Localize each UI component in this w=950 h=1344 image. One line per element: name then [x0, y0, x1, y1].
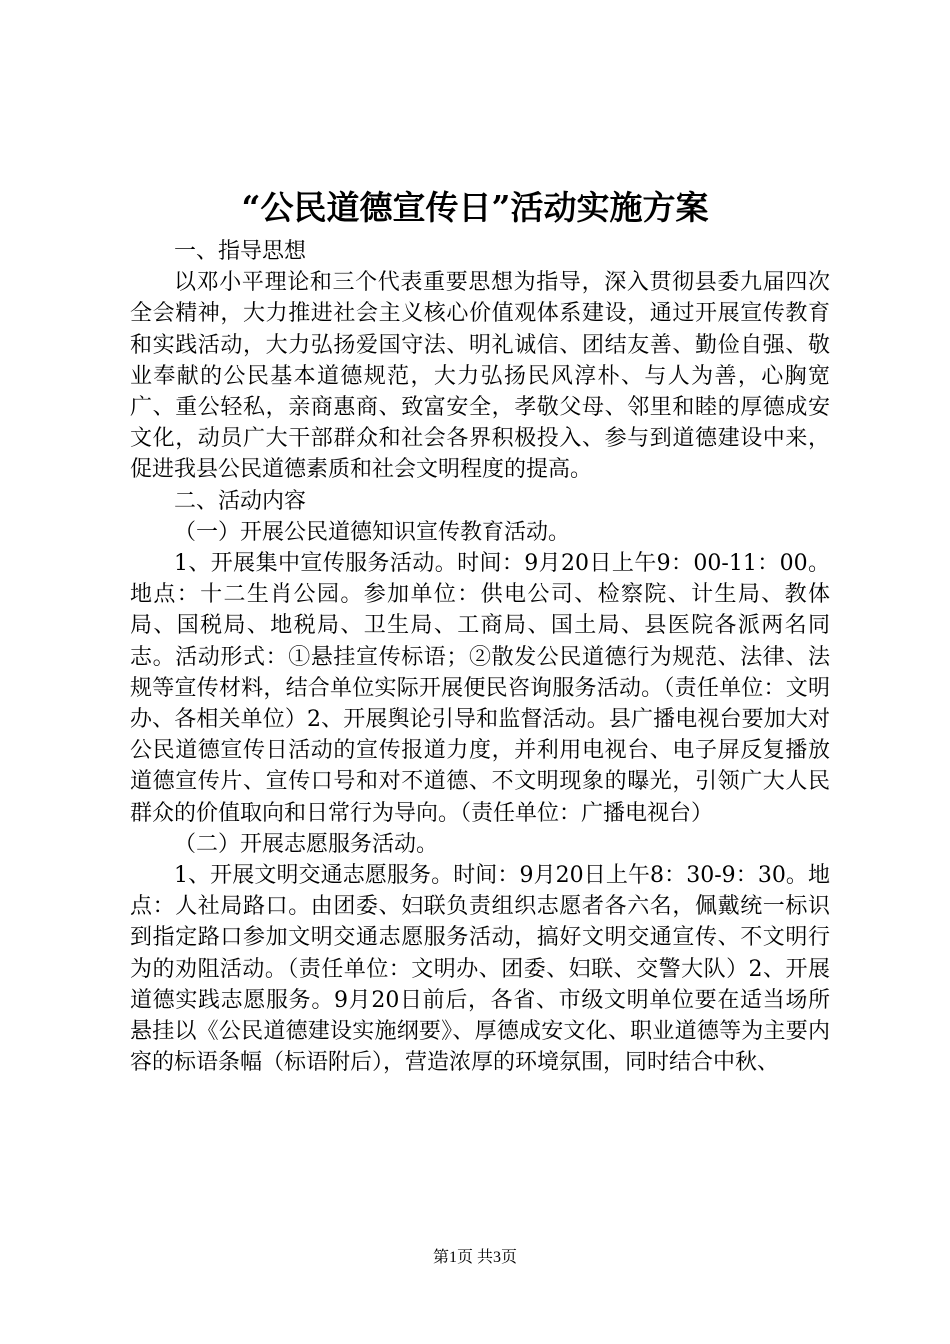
document-body	[130, 236, 830, 1078]
subsection-heading: （一）开展公民道德知识宣传教育活动。	[174, 519, 571, 545]
page-number: 第1页 共3页	[432, 1249, 517, 1266]
paragraph: 1、开展集中宣传服务活动。时间：9月20日上午9：00-11：00。地点：十二生肖公园。参加单位：供电公司、检察院、计生局、教体局、国税局、地税局、卫生局、工商局、国土局、县医院各派两名同志。活动形式：①悬挂宣传标语；②散发公民道德行为规范、法律、法规等宣传材料，结合单位实际开展便民咨询服务活动。（责任单位：文明办、各相关单位）2、开展舆论引导和监督活动。县广播电视台要加大对公民道德宣传日活动的宣传报道力度，并利用电视台、电子屏反复播放道德宣传片、宣传口号和对不道德、不文明现象的曝光，引领广大人民群众的价值取向和日常行为导向。（责任单位：广播电视台）	[130, 551, 830, 826]
paragraph: 1、开展文明交通志愿服务。时间：9月20日上午8：30-9：30。地点：人社局路口。由团委、妇联负责组织志愿者各六名，佩戴统一标识到指定路口参加文明交通志愿服务活动，搞好文明交通宣传、不文明行为的劝阻活动。（责任单位：文明办、团委、妇联、交警大队）2、开展道德实践志愿服务。9月20日前后，各省、市级文明单位要在适当场所悬挂以《公民道德建设实施纲要》、厚德成安文化、职业道德等为主要内容的标语条幅（标语附后），营造浓厚的环境氛围，同时结合中秋、	[130, 863, 830, 1076]
document-title: “公民道德宣传日”活动实施方案	[241, 188, 709, 227]
section-heading: 一、指导思想	[174, 239, 307, 264]
paragraph: 以邓小平理论和三个代表重要思想为指导，深入贯彻县委九届四次全会精神，大力推进社会主义核心价值观体系建设，通过开展宣传教育和实践活动，大力弘扬爱国守法、明礼诚信、团结友善、勤俭自强、敬业奉献的公民基本道德规范，大力弘扬民风淳朴、与人为善，心胸宽广、重公轻私，亲商惠商、致富安全，孝敬父母、邻里和睦的厚德成安文化，动员广大干部群众和社会各界积极投入、参与到道德建设中来，促进我县公民道德素质和社会文明程度的提高。	[130, 270, 830, 483]
subsection-heading: （二）开展志愿服务活动。	[174, 831, 439, 857]
section-heading: 二、活动内容	[174, 488, 307, 514]
